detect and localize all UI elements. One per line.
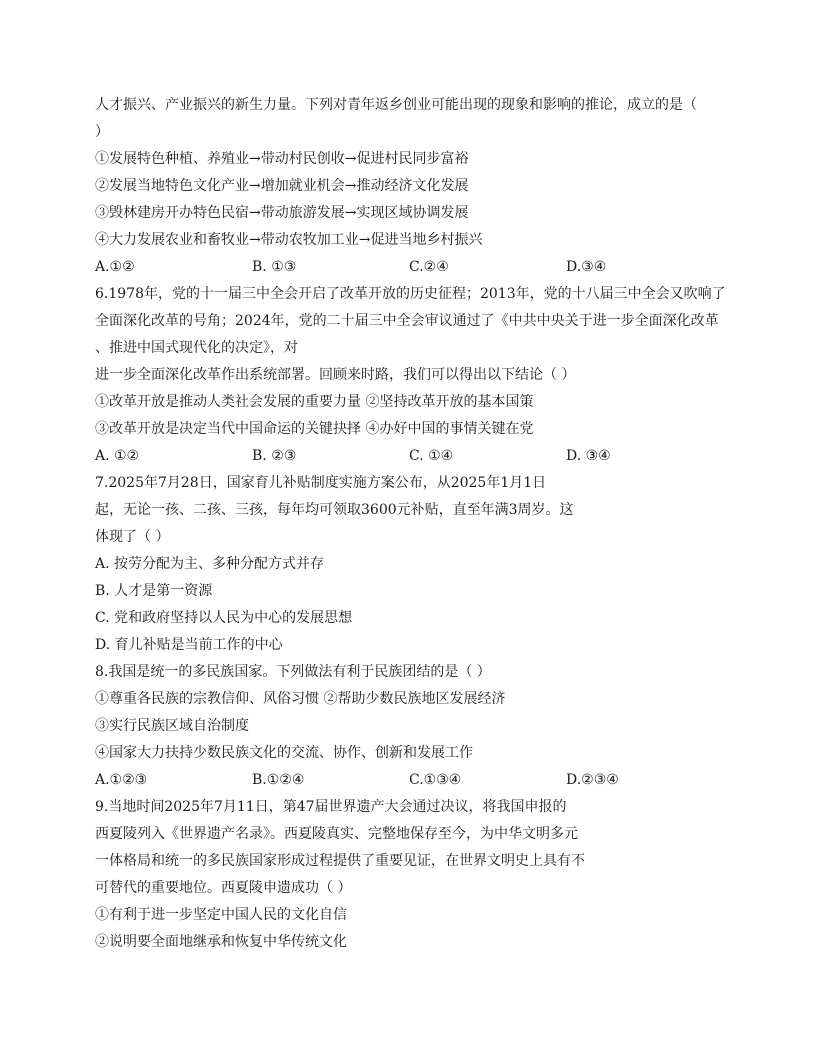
q7-choice-d: D. 育儿补贴是当前工作的中心 (95, 637, 283, 653)
q6-stem-line-1: 6.1978年，党的十一届三中全会开启了改革开放的历史征程；2013年，党的十八届三中全会又吹响了 (95, 286, 726, 302)
q8-item-3: ④国家大力扶持少数民族文化的交流、协作、创新和发展工作 (95, 745, 473, 761)
q9-stem-line-3: 一体格局和统一的多民族国家形成过程提供了重要见证，在世界文明史上具有不 (95, 853, 585, 869)
q8-stem-line-1: 8.我国是统一的多民族国家。下列做法有利于民族团结的是（ ） (95, 664, 491, 680)
q6-item-1: ①改革开放是推动人类社会发展的重要力量 ②坚持改革开放的基本国策 (95, 394, 534, 410)
q9-stem-line-2: 西夏陵列入《世界遗产名录》。西夏陵真实、完整地保存至今，为中华文明多元 (95, 826, 578, 842)
q9-stem-line-1: 9.当地时间2025年7月11日，第47届世界遗产大会通过决议，将我国申报的 (95, 799, 567, 815)
q7-choice-c: C. 党和政府坚持以人民为中心的发展思想 (95, 610, 353, 626)
q8-item-2: ③实行民族区域自治制度 (95, 718, 249, 734)
q5-option-a: A.①② (95, 259, 135, 275)
q7-stem-line-3: 体现了（ ） (95, 529, 170, 545)
q7-choice-b: B. 人才是第一资源 (95, 583, 213, 599)
q5-item-2: ②发展当地特色文化产业→增加就业机会→推动经济文化发展 (95, 178, 469, 194)
q6-option-c: C. ①④ (409, 448, 454, 464)
q7-stem-line-2: 起，无论一孩、二孩、三孩，每年均可领取3600元补贴，直至年满3周岁。这 (95, 502, 574, 518)
q5-item-4: ④大力发展农业和畜牧业→带动农牧加工业→促进当地乡村振兴 (95, 232, 483, 248)
q8-option-d: D.②③④ (566, 772, 619, 788)
q6-stem-line-2: 全面深化改革的号角；2024年，党的二十届三中全会审议通过了《中共中央关于进一步全面深化改革 (95, 313, 719, 329)
q9-stem-line-4: 可替代的重要地位。西夏陵申遗成功（ ） (95, 880, 352, 896)
q6-item-2: ③改革开放是决定当代中国命运的关键抉择 ④办好中国的事情关键在党 (95, 421, 534, 437)
q5-option-b: B. ①③ (252, 259, 297, 275)
q9-item-2: ②说明要全面地继承和恢复中华传统文化 (95, 934, 347, 950)
q6-option-a: A. ①② (95, 448, 140, 464)
q8-options (95, 767, 725, 794)
q5-stem-line-2: ） (95, 124, 109, 140)
q5-item-1: ①发展特色种植、养殖业→带动村民创收→促进村民同步富裕 (95, 151, 469, 167)
q5-option-c: C.②④ (409, 259, 449, 275)
document-page (95, 92, 725, 956)
q5-option-d: D.③④ (566, 259, 607, 275)
q6-options (95, 443, 725, 470)
q6-stem-line-3: 、推进中国式现代化的决定》，对 (95, 340, 298, 356)
q8-option-b: B.①②④ (252, 772, 305, 788)
q8-option-a: A.①②③ (95, 772, 148, 788)
q5-stem-line-1: 人才振兴、产业振兴的新生力量。下列对青年返乡创业可能出现的现象和影响的推论，成立的是（ (95, 97, 697, 113)
q6-stem-line-4: 进一步全面深化改革作出系统部署。回顾来时路，我们可以得出以下结论（ ） (95, 367, 576, 383)
q7-choice-a: A. 按劳分配为主、多种分配方式并存 (95, 556, 325, 572)
q9-item-1: ①有利于进一步坚定中国人民的文化自信 (95, 907, 347, 923)
q5-options (95, 254, 725, 281)
q6-option-b: B. ②③ (252, 448, 297, 464)
q6-option-d: D. ③④ (566, 448, 611, 464)
q7-stem-line-1: 7.2025年7月28日，国家育儿补贴制度实施方案公布，从2025年1月1日 (95, 475, 547, 491)
q8-option-c: C.①③④ (409, 772, 462, 788)
q8-item-1: ①尊重各民族的宗教信仰、风俗习惯 ②帮助少数民族地区发展经济 (95, 691, 506, 707)
q5-item-3: ③毁林建房开办特色民宿→带动旅游发展→实现区域协调发展 (95, 205, 469, 221)
